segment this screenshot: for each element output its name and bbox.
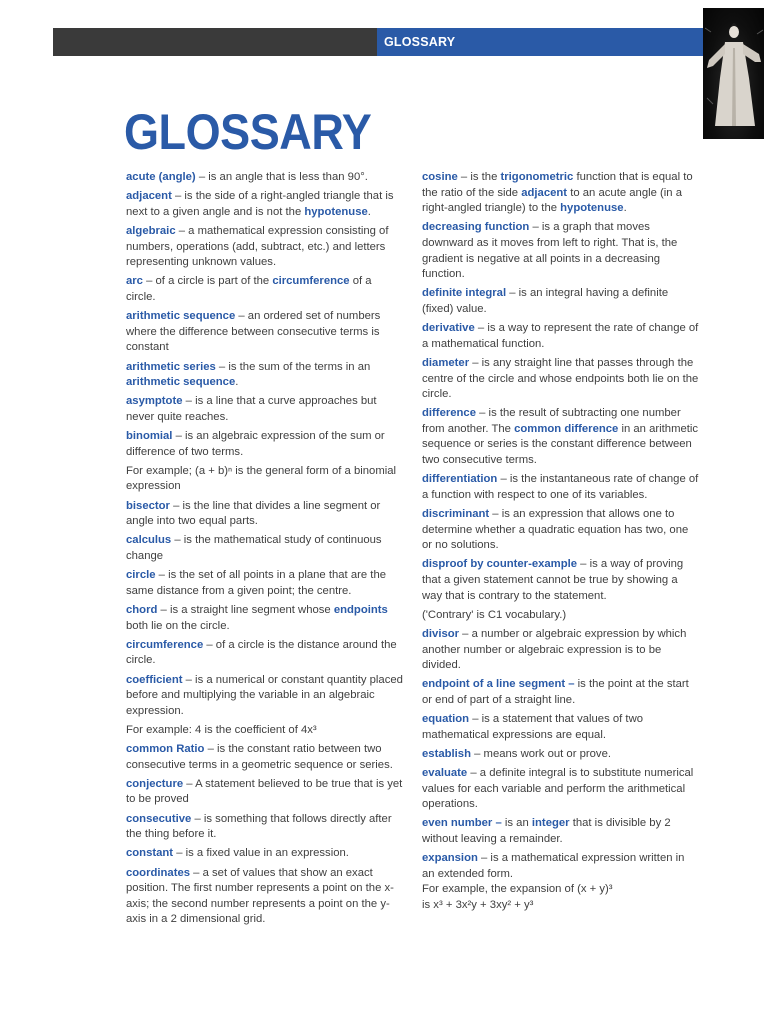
glossary-entry [422, 220, 700, 282]
glossary-term: even number – [422, 817, 502, 830]
glossary-term: common Ratio [126, 743, 205, 756]
glossary-term: endpoint of a line segment – [422, 678, 575, 691]
glossary-entry [126, 866, 404, 928]
term-definition: – is a numerical or constant quantity placed before and multiplying the variable in an algebraic expression. [126, 673, 403, 717]
glossary-term: asymptote [126, 395, 183, 408]
glossary-entry [126, 274, 404, 305]
glossary-entry [126, 394, 404, 425]
glossary-term: diameter [422, 356, 470, 369]
glossary-term: chord [126, 603, 158, 616]
term-definition: – an ordered set of numbers where the difference between consecutive terms is constant [126, 310, 381, 354]
glossary-entry [126, 189, 404, 220]
term-definition: – is any straight line that passes through the centre of the circle and whose endpoints both lie on the circle. [422, 356, 699, 401]
glossary-term: arithmetic sequence [126, 310, 236, 323]
glossary-entry [422, 677, 700, 708]
term-definition: . [235, 376, 239, 389]
glossary-term: acute (angle) [126, 171, 196, 183]
term-definition: – is an algebraic expression of the sum or difference of two terms. [126, 430, 385, 458]
term-definition: function that is equal to the ratio of the side [422, 171, 693, 199]
glossary-entry [422, 747, 700, 763]
glossary-term: discriminant [422, 508, 490, 521]
cross-reference: trigonometric [500, 171, 574, 183]
glossary-entry [126, 568, 404, 599]
glossary-entry [126, 777, 404, 808]
header-title: GLOSSARY [384, 35, 456, 49]
term-definition: – is the line that divides a line segment or angle into two equal parts. [126, 499, 381, 528]
glossary-entry [126, 170, 404, 186]
glossary-term: coefficient [126, 673, 183, 686]
term-example: For example: 4 is the coefficient of 4x³ [126, 723, 317, 736]
term-definition: – is an integral having a definite (fixed) value. [422, 287, 669, 315]
glossary-term: binomial [126, 430, 173, 443]
glossary-entry [126, 638, 404, 669]
term-definition: – is an expression that allows one to determine whether a quadratic equation has two, one or no solutions. [422, 508, 689, 552]
glossary-term: definite integral [422, 287, 507, 300]
cross-reference: integer [531, 817, 570, 830]
glossary-term: decreasing function [422, 221, 530, 234]
glossary-entry [422, 712, 700, 743]
term-example: For example; (a + b)ⁿ is the general form of a binomial expression [126, 464, 397, 493]
glossary-entry [422, 816, 700, 847]
glossary-entry [126, 812, 404, 843]
glossary-entry [126, 742, 404, 773]
glossary-term: circumference [126, 638, 204, 651]
glossary-entry [422, 557, 700, 623]
term-definition: – is the result of subtracting one number from another. The [422, 407, 681, 435]
glossary-entry [126, 499, 404, 530]
glossary-entry [126, 846, 404, 862]
term-definition: – is a line that a curve approaches but never quite reaches. [126, 395, 377, 423]
glossary-term: differentiation [422, 473, 498, 486]
glossary-term: evaluate [422, 767, 468, 780]
cross-reference: common difference [514, 422, 619, 435]
glossary-entry [126, 603, 404, 634]
term-example: is x³ + 3x²y + 3xy² + y³ [422, 899, 534, 912]
term-definition: of a circle. [126, 275, 372, 303]
term-definition: – A statement believed to be true that is yet to be proved [126, 777, 403, 806]
term-example: For example, the expansion of (x + y)³ [422, 883, 613, 896]
term-definition: – is a graph that moves downward as it moves from left to right. That is, the gradient is negative at all points in a decreasing function. [422, 221, 678, 281]
glossary-term: bisector [126, 499, 170, 512]
cross-reference: hypotenuse [304, 205, 368, 218]
glossary-term: divisor [422, 627, 460, 640]
glossary-term: arithmetic series [126, 360, 216, 373]
term-note: ('Contrary' is C1 vocabulary.) [422, 608, 567, 621]
glossary-entry [126, 673, 404, 739]
glossary-entry [422, 851, 700, 913]
glossary-entry [126, 224, 404, 271]
glossary-term: coordinates [126, 866, 191, 879]
term-definition: – a number or algebraic expression by which another number or algebraic expression is to be divided. [422, 627, 687, 672]
term-definition: – is the mathematical study of continuous change [126, 534, 382, 562]
glossary-term: establish [422, 747, 471, 760]
glossary-column-right [422, 170, 700, 917]
glossary-term: algebraic [126, 224, 176, 237]
term-definition: – is a mathematical expression written in an extended form. [422, 852, 685, 880]
term-definition: – is the instantaneous rate of change of a function with respect to one of its variables. [422, 473, 699, 501]
term-definition: – is a fixed value in an expression. [173, 847, 349, 860]
term-definition: – is a way to represent the rate of change of a mathematical function. [422, 322, 699, 350]
cross-reference: circumference [272, 275, 350, 288]
term-definition: is the point at the start or end of part of a straight line. [422, 678, 689, 706]
glossary-entry [126, 533, 404, 564]
term-definition: . [367, 205, 371, 218]
term-definition: – is an angle that is less than 90°. [195, 171, 368, 183]
term-definition: – is the constant ratio between two consecutive terms in a geometric sequence or series. [126, 743, 393, 771]
glossary-entry [126, 309, 404, 356]
term-definition: – a set of values that show an exact position. The first number represents a point on the x-axis; the second number represents a point on the y-axis in a 2 dimensional grid. [126, 866, 394, 926]
term-definition: to an acute angle (in a right-angled triangle) to the [422, 186, 683, 215]
glossary-entry [126, 360, 404, 391]
header-bar-dark [53, 28, 377, 56]
term-definition: – is something that follows directly after the thing before it. [126, 812, 392, 841]
term-definition: that is divisible by 2 without leaving a remainder. [422, 817, 671, 846]
term-definition: is an [501, 817, 532, 830]
term-definition: – is a way of proving that a given statement cannot be true by showing a way that is contrary to the statement. [422, 558, 684, 602]
glossary-entry [422, 170, 700, 217]
page-title: GLOSSARY [124, 104, 372, 160]
glossary-term: derivative [422, 322, 475, 335]
glossary-term: equation [422, 713, 470, 726]
glossary-term: circle [126, 569, 156, 582]
term-definition: – is the set of all points in a plane that are the same distance from a given point; the centre. [126, 569, 387, 597]
glossary-entry [422, 766, 700, 813]
glossary-entry [422, 356, 700, 403]
term-definition: – is the sum of the terms in an [215, 360, 371, 373]
term-definition: in an arithmetic sequence or series is the constant difference between two consecutive terms. [422, 422, 699, 467]
term-definition: – of a circle is part of the [142, 275, 273, 288]
term-definition: – is the [457, 171, 501, 183]
glossary-entry [422, 286, 700, 317]
term-definition: – is a straight line segment whose [157, 603, 334, 616]
glossary-term: conjecture [126, 777, 184, 790]
glossary-term: disproof by counter-example [422, 558, 578, 571]
cross-reference: hypotenuse [560, 202, 624, 215]
term-definition: – is the side of a right-angled triangle that is next to a given angle and is not the [126, 190, 394, 218]
glossary-entry [422, 472, 700, 503]
performer-photo [703, 8, 764, 139]
glossary-entry [422, 321, 700, 352]
glossary-term: consecutive [126, 812, 192, 825]
term-definition: – is a statement that values of two mathematical expressions are equal. [422, 713, 644, 741]
term-definition: – a mathematical expression consisting of numbers, operations (add, subtract, etc.) and letters representing unknown values. [126, 224, 389, 269]
term-definition: . [623, 202, 627, 215]
term-definition: both lie on the circle. [126, 619, 230, 632]
glossary-term: calculus [126, 534, 172, 547]
glossary-term: constant [126, 847, 174, 860]
cross-reference: adjacent [521, 186, 568, 199]
glossary-column-left [126, 170, 404, 932]
cross-reference: arithmetic sequence [126, 376, 236, 389]
glossary-entry [126, 429, 404, 495]
glossary-term: difference [422, 407, 476, 420]
glossary-term: arc [126, 275, 143, 288]
glossary-entry [422, 406, 700, 468]
cross-reference: endpoints [333, 603, 388, 616]
glossary-term: cosine [422, 171, 458, 183]
glossary-entry [422, 507, 700, 554]
term-definition: – a definite integral is to substitute numerical values for each variable and perform the arithmetical operations. [422, 767, 694, 811]
term-definition: – means work out or prove. [470, 747, 612, 760]
glossary-entry [422, 627, 700, 674]
glossary-term: expansion [422, 852, 478, 865]
term-definition: – of a circle is the distance around the circle. [126, 638, 397, 667]
header-bar [377, 28, 703, 56]
glossary-term: adjacent [126, 190, 172, 203]
